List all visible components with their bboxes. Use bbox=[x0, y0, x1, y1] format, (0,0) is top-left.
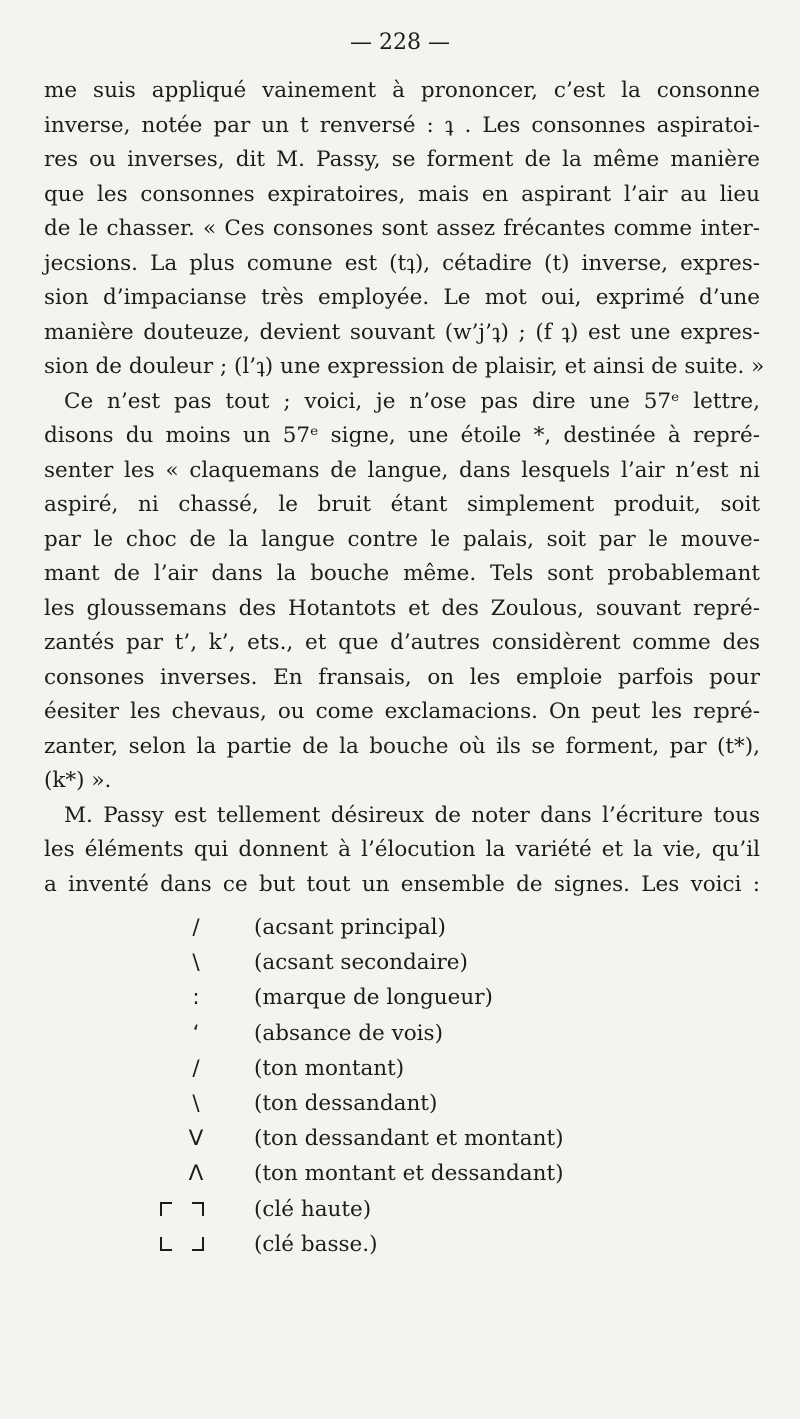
text-line: que les consonnes expiratoires, mais en aspirant l’air au lieu bbox=[44, 181, 760, 207]
text-line: M. Passy est tellement désireux de noter dans l’écriture tous bbox=[64, 802, 760, 828]
corner-top-right-icon bbox=[192, 1202, 204, 1216]
text-line: jecsions. La plus comune est (tʇ), cétadire (t) inverse, expres- bbox=[44, 250, 760, 276]
text-line: a inventé dans ce but tout un ensemble de signes. Les voici : bbox=[44, 871, 760, 897]
sign-row bbox=[44, 1051, 760, 1086]
sign-symbol: : bbox=[192, 985, 200, 1011]
paragraph-1 bbox=[44, 74, 765, 385]
text-line: (k*) ». bbox=[44, 768, 112, 793]
text-line: éesiter les chevaus, ou come exclamacions. On peut les repré- bbox=[44, 699, 760, 724]
text-line: senter les « claquemans de langue, dans lesquels l’air n’est ni bbox=[44, 457, 760, 483]
corner-bottom-left-icon bbox=[160, 1237, 172, 1251]
sign-row bbox=[44, 945, 760, 980]
corner-bottom-right-icon bbox=[192, 1237, 204, 1251]
sign-row bbox=[44, 1156, 760, 1191]
text-line: les éléments qui donnent à l’élocution la variété et la vie, qu’il bbox=[44, 837, 760, 862]
text-line: disons du moins un 57ᵉ signe, une étoile *, destinée à repré- bbox=[44, 423, 760, 448]
text-line: manière douteuze, devient souvant (w’j’ʇ) ; (f ʇ) est une expres- bbox=[44, 319, 760, 345]
sign-symbol: ‘ bbox=[192, 1020, 200, 1046]
text-line: zanter, selon la partie de la bouche où ils se forment, par (t*), bbox=[44, 733, 760, 759]
low-key-brackets-icon bbox=[154, 1227, 210, 1262]
sign-symbol: V bbox=[188, 1126, 204, 1152]
sign-row bbox=[44, 1086, 760, 1121]
sign-label: (ton dessandant et montant) bbox=[254, 1126, 564, 1152]
text-line: zantés par t’, k’, ets., et que d’autres considèrent comme des bbox=[44, 630, 760, 655]
sign-row bbox=[44, 910, 760, 945]
paragraph-2 bbox=[44, 385, 760, 799]
sign-symbol: / bbox=[192, 1055, 200, 1081]
text-line: consones inverses. En fransais, on les emploie parfois pour bbox=[44, 664, 760, 690]
text-body bbox=[44, 74, 765, 902]
sign-label: (ton dessandant) bbox=[254, 1090, 438, 1116]
high-key-brackets-icon bbox=[154, 1192, 210, 1227]
sign-row bbox=[44, 1016, 760, 1051]
sign-label: (clé haute) bbox=[254, 1196, 372, 1222]
sign-row bbox=[44, 980, 760, 1015]
sign-symbol: Λ bbox=[188, 1161, 204, 1187]
text-line: de le chasser. « Ces consones sont assez frécantes comme inter- bbox=[44, 216, 760, 241]
sign-label: (ton montant et dessandant) bbox=[254, 1161, 564, 1187]
sign-symbol: \ bbox=[192, 1090, 200, 1116]
text-line: les gloussemans des Hotantots et des Zoulous, souvant repré- bbox=[44, 595, 760, 621]
text-line: aspiré, ni chassé, le bruit étant simplement produit, soit bbox=[44, 492, 760, 517]
sign-row bbox=[44, 1121, 760, 1156]
signs-list bbox=[44, 910, 760, 1262]
text-line: par le choc de la langue contre le palais, soit par le mouve- bbox=[44, 526, 760, 552]
sign-label: (acsant secondaire) bbox=[254, 950, 468, 976]
sign-label: (absance de vois) bbox=[254, 1020, 443, 1046]
text-line: sion de douleur ; (l’ʇ) une expression de plaisir, et ainsi de suite. » bbox=[44, 354, 765, 379]
sign-label: (acsant principal) bbox=[254, 915, 446, 940]
text-line: inverse, notée par un t renversé : ʇ . Les consonnes aspiratoi- bbox=[44, 112, 760, 138]
sign-row bbox=[44, 1227, 760, 1262]
text-line: me suis appliqué vainement à prononcer, c’est la consonne bbox=[44, 78, 760, 103]
page-number: — 228 — bbox=[350, 30, 450, 55]
sign-label: (ton montant) bbox=[254, 1055, 405, 1081]
sign-symbol: \ bbox=[192, 950, 200, 976]
corner-top-left-icon bbox=[160, 1202, 172, 1216]
sign-label: (clé basse.) bbox=[254, 1231, 378, 1257]
sign-symbol: / bbox=[192, 915, 200, 940]
text-line: res ou inverses, dit M. Passy, se forment de la même manière bbox=[44, 147, 760, 172]
text-line: mant de l’air dans la bouche même. Tels sont probablemant bbox=[44, 561, 760, 586]
sign-label: (marque de longueur) bbox=[254, 985, 493, 1011]
paragraph-3 bbox=[44, 799, 760, 903]
text-line: sion d’impacianse très employée. Le mot oui, exprimé d’une bbox=[44, 285, 760, 310]
sign-row bbox=[44, 1192, 760, 1227]
text-line: Ce n’est pas tout ; voici, je n’ose pas dire une 57ᵉ lettre, bbox=[64, 388, 760, 414]
